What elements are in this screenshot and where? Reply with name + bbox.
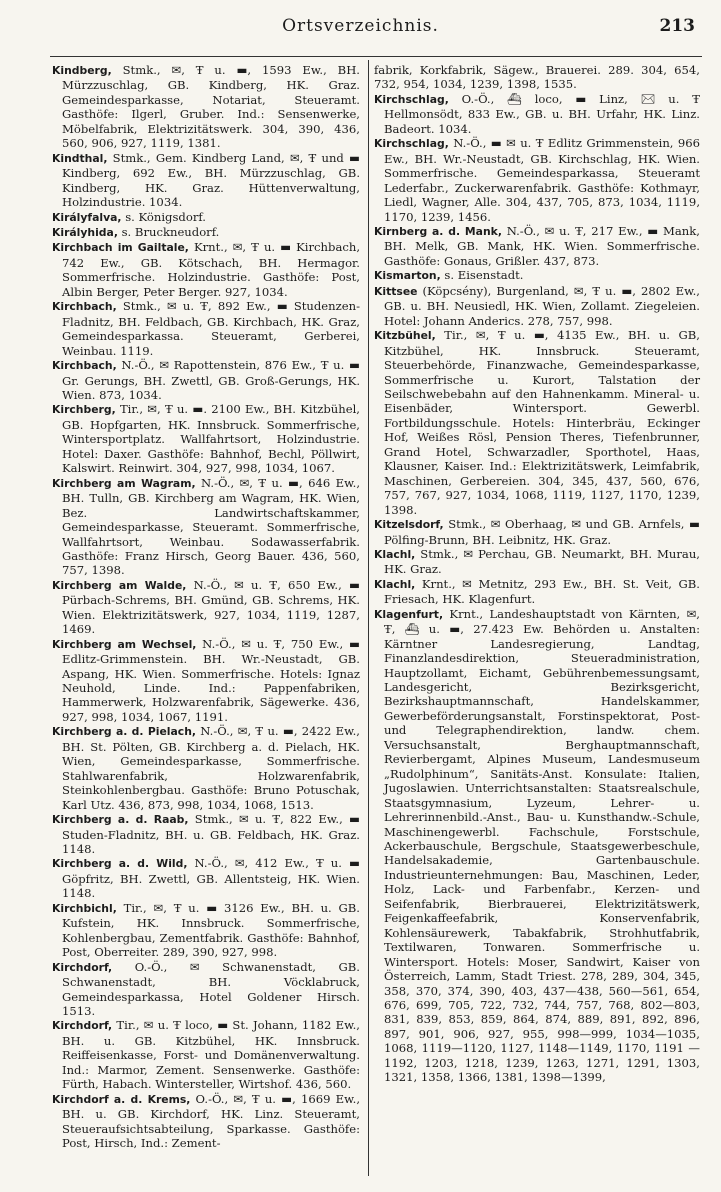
left-column bbox=[52, 63, 360, 1151]
entry-description: Krnt., Landeshauptstadt von Kärnten, ✉, Ŧ, ⛴ u. ▬, 27.423 Ew. Behörden u. Anstalten: Kärntner Landesregierung, Landtag, Finanzlandesdirektion, Steueradministration, Hauptzollamt, Eichamt, Gebührenbemessungsamt, Landesgericht, Bezirksgericht, Bezirkshauptmannschaft, Handelskammer, Gewerbeförderungsanstalt, Forstinspektorat, Post- und Telegraphendirektion, landw. chem. Versuchsanstalt, Berghauptmannschaft, Revierbergamt, Alpines Museum, Landesmuseum „Rudolphinum“, Sanitäts-Anst. Konsulate: Italien, Jugoslawien. Unterrichtsanstalten: Staatsrealschule, Staatsgymnasium, Lyzeum, Lehrer- u. Lehrerinnenbild.-Anst., Bau- u. Kunsthandw.-Schule, Maschinengewerbl. Fachschule, Forstschule, Ackerbauschule, Bergschule, Staatsgewerbeschule, Handelsakademie, Gartenbauschule. Industrieunternehmungen: Bau, Maschinen, Leder, Holz, Lack- und Farbenfabr., Kerzen- und Seifenfabrik, Bierbrauerei, Elektrizitätswerk, Feigenkaffeefabrik, Konservenfabrik, Kohlensäurewerk, Tabakfabrik, Strohhutfabrik, Textilwaren, Tonwaren. Sommerfrische u. Wintersport. Hotels: Moser, Sandwirt, Kaiser von Österreich, Lamm, Stadt Triest. 278, 289, 304, 345, 358, 370, 374, 390, 403, 437—438, 560—561, 654, 676, 699, 705, 722, 732, 744, 757, 768, 802—803, 831, 839, 853, 859, 864, 874, 889, 891, 892, 896, 897, 901, 906, 927, 955, 998—999, 1034—1035, 1068, 1119—1120, 1127, 1148—1149, 1170, 1191 —1192, 1203, 1218, 1239, 1263, 1271, 1291, 1303, 1321, 1358, 1366, 1381, 1398—1399, bbox=[384, 606, 700, 1085]
directory-entry bbox=[374, 63, 700, 92]
directory-entry bbox=[52, 225, 360, 240]
entry-place-name: Kismarton, bbox=[374, 269, 441, 283]
entry-description: Krnt., ✉ Metnitz, 293 Ew., BH. St. Veit, GB. Friesach, HK. Klagenfurt. bbox=[384, 576, 700, 607]
directory-entry bbox=[374, 517, 700, 547]
directory-entry bbox=[374, 268, 700, 283]
entry-description: Stmk., ✉ Oberhaag, ✉ und GB. Arnfels, ▬ Pölfing-Brunn, BH. Leibnitz, HK. Graz. bbox=[384, 517, 700, 547]
entry-description: N.-Ö., ✉, Ŧ u. ▬, 646 Ew., BH. Tulln, GB. Kirchberg am Wagram, HK. Wien, Bez. Landwirtschaftskammer, Gemeindesparkasse, Steueramt. Sommerfrische, Wallfahrtsort, Weinbau. Sodawasserfabrik. Gasthöfe: Franz Hirsch, Georg Bauer. 436, 560, 757, 1398. bbox=[62, 475, 361, 578]
entry-place-name: Kirchdorf a. d. Krems, bbox=[52, 1092, 191, 1106]
directory-entry bbox=[374, 607, 700, 1085]
entry-description: Tir., ✉ u. Ŧ loco, ▬ St. Johann, 1182 Ew., BH. u. GB. Kitzbühel, HK. Innsbruck. Reiffeisenkasse, Forst- und Domänenverwaltung. Ind.: Marmor, Zement. Sensenwerke. Gasthöfe: Fürth, Habach. Wintersteller, Wirtshof. 436, 560. bbox=[62, 1018, 360, 1092]
entry-description: Stmk., Gem. Kindberg Land, ✉, Ŧ und ▬ Kindberg, 692 Ew., BH. Mürzzuschlag, GB. Kindberg, HK. Graz. Hüttenverwaltung, Holzindustrie. 1034. bbox=[62, 150, 360, 210]
entry-description: Krnt., ✉, Ŧ u. ▬ Kirchbach, 742 Ew., GB. Kötschach, BH. Hermagor. Sommerfrische. Holzindustrie. Gasthöfe: Post, Albin Berger, Peter Berger. 927, 1034. bbox=[62, 240, 360, 299]
entry-place-name: Kirchbach, bbox=[52, 300, 117, 314]
directory-entry bbox=[52, 1018, 360, 1091]
entry-description: Stmk., ✉, Ŧ u. ▬, 1593 Ew., BH. Mürzzuschlag, GB. Kindberg, HK. Graz. Gemeindesparkasse, Notariat, Steueramt. Gasthöfe: Ilgerl, Gruber. Ind.: Sensenwerke, Möbelfabrik, Elektrizitätswerk. 304, 390, 436, 560, 906, 927, 1119, 1381. bbox=[62, 63, 360, 151]
directory-entry bbox=[374, 547, 700, 577]
entry-description: N.-Ö., ✉ u. Ŧ, 750 Ew., ▬ Edlitz-Grimmenstein. BH. Wr.-Neustadt, GB. Aspang, HK. Wien. Sommerfrische. Hotels: Ignaz Neuhold, Linde. Ind.: Pappenfabriken, Hammerwerk, Holzwarenfabrik, Sägewerke. 436, 927, 998, 1034, 1067, 1191. bbox=[62, 636, 360, 724]
directory-entry bbox=[374, 224, 700, 268]
directory-entry bbox=[52, 960, 360, 1019]
entry-description: Stmk., ✉ u. Ŧ, 892 Ew., ▬ Studenzen-Fladnitz, BH. Feldbach, GB. Kirchbach, HK. Graz, Gemeindesparkassa. Steueramt, Gerberei, Weinbau. 1119. bbox=[62, 299, 360, 358]
directory-entry bbox=[374, 284, 700, 328]
entry-description: Tir., ✉, Ŧ u. ▬, 4135 Ew., BH. u. GB, Kitzbühel, HK. Innsbruck. Steueramt, Steuerbehörde, Finanzwache, Gemeindesparkasse, Sommerfrische u. Kurort, Talstation der Seilschwebebahn auf den Hahnenkamm. Mineral- u. Eisenbäder, Wintersport. Gewerbl. Fortbildungsschule. Hotels: Hinterbräu, Eckinger Hof, Weißes Rösl, Pension Theres, Tiefenbrunner, Grand Hotel, Schwarzadler, Sporthotel, Haas, Klausner, Kaiser. Ind.: Elektrizitätswerk, Leimfabrik, Maschinen, Gerbereien. 304, 345, 437, 560, 676, 757, 767, 927, 1034, 1068, 1119, 1127, 1170, 1239, 1398. bbox=[384, 328, 700, 517]
entry-place-name: Kirchdorf, bbox=[52, 960, 113, 974]
directory-entry bbox=[374, 136, 700, 224]
entry-place-name: Kirchbach im Gailtale, bbox=[52, 241, 189, 255]
entry-place-name: Kirchbach, bbox=[52, 359, 117, 373]
directory-entry bbox=[52, 578, 360, 637]
directory-entry bbox=[52, 402, 360, 475]
entry-description: fabrik, Korkfabrik, Sägew., Brauerei. 289. 304, 654, 732, 954, 1034, 1239, 1398, 1535. bbox=[374, 63, 700, 92]
entry-place-name: Kirchschlag, bbox=[374, 92, 449, 106]
entry-description: N.-Ö., ✉, Ŧ u. ▬, 2422 Ew., BH. St. Pölten, GB. Kirchberg a. d. Pielach, HK. Wien, Gemeindesparkasse, Sommerfrische. Stahlwarenfabrik, Holzwarenfabrik, Steinkohlenbergbau. Gasthöfe: Bruno Potuschak, Karl Utz. 436, 873, 998, 1034, 1068, 1513. bbox=[62, 724, 360, 812]
entry-place-name: Kindthal, bbox=[52, 151, 108, 165]
directory-entry bbox=[374, 577, 700, 607]
entry-place-name: Kirchdorf, bbox=[52, 1019, 113, 1033]
directory-entry bbox=[52, 240, 360, 299]
entry-place-name: Klachl, bbox=[374, 547, 416, 561]
header-rule bbox=[50, 56, 702, 57]
entry-description: Tir., ✉, Ŧ u. ▬. 2100 Ew., BH. Kitzbühel, GB. Hopfgarten, HK. Innsbruck. Sommerfrische, Wintersportplatz. Wallfahrtsort, Holzindustrie. Hotel: Daxer. Gasthöfe: Bahnhof, Bechl, Pöllwirt, Kalswirt. Reinwirt. 304, 927, 998, 1034, 1067. bbox=[62, 402, 360, 476]
page-title: Ortsverzeichnis. bbox=[282, 16, 439, 36]
entry-place-name: Királyfalva, bbox=[52, 210, 122, 224]
entry-place-name: Kitzelsdorf, bbox=[374, 518, 444, 532]
directory-entry bbox=[52, 724, 360, 812]
entry-description: s. Bruckneudorf. bbox=[117, 224, 220, 239]
entry-place-name: Kitzbühel, bbox=[374, 329, 436, 343]
directory-entry bbox=[374, 328, 700, 517]
entry-description: N.-Ö., ✉ Rapottenstein, 876 Ew., Ŧ u. ▬ Gr. Gerungs, BH. Zwettl, GB. Groß-Gerungs, HK. Wien. 873, 1034. bbox=[62, 358, 360, 402]
entry-description: (Köpcsény), Burgenland, ✉, Ŧ u. ▬, 2802 Ew., GB. u. BH. Neusiedl, HK. Wien, Zollamt. Ziegeleien. Hotel: Johann Anderics. 278, 757, 998. bbox=[384, 283, 700, 328]
directory-entry bbox=[52, 63, 360, 151]
entry-description: N.-Ö., ✉, 412 Ew., Ŧ u. ▬ Göpfritz, BH. Zwettl, GB. Allentsteig, HK. Wien. 1148. bbox=[62, 856, 361, 901]
entry-place-name: Kirchberg a. d. Pielach, bbox=[52, 725, 196, 739]
directory-entry bbox=[52, 299, 360, 358]
directory-entry bbox=[52, 151, 360, 210]
directory-entry bbox=[52, 901, 360, 960]
entry-place-name: Kirchberg, bbox=[52, 403, 116, 417]
entry-place-name: Kirchberg am Wagram, bbox=[52, 476, 196, 490]
entry-place-name: Klagenfurt, bbox=[374, 607, 444, 621]
directory-entry bbox=[52, 637, 360, 725]
entry-place-name: Klachl, bbox=[374, 577, 416, 591]
directory-entry bbox=[52, 856, 360, 900]
entry-place-name: Kittsee bbox=[374, 284, 418, 298]
directory-entry bbox=[52, 1092, 360, 1151]
directory-entry bbox=[52, 210, 360, 225]
entry-description: Stmk., ✉ Perchau, GB. Neumarkt, BH. Murau, HK. Graz. bbox=[384, 546, 700, 577]
entry-description: Stmk., ✉ u. Ŧ, 822 Ew., ▬ Studen-Fladnitz, BH. u. GB. Feldbach, HK. Graz. 1148. bbox=[62, 812, 360, 857]
entry-description: N.-Ö., ✉ u. Ŧ, 217 Ew., ▬ Mank, BH. Melk, GB. Mank, HK. Wien. Sommerfrische. Gasthöfe: Gonaus, Grißler. 437, 873. bbox=[384, 223, 700, 268]
entry-description: O.-Ö., ⛴ loco, ▬ Linz, ✉ u. Ŧ Hellmonsödt, 833 Ew., GB. u. BH. Urfahr, HK. Linz. Badeort. 1034. bbox=[384, 91, 700, 136]
entry-description: Tir., ✉, Ŧ u. ▬ 3126 Ew., BH. u. GB. Kufstein, HK. Innsbruck. Sommerfrische, Kohlenbergbau, Zementfabrik. Gasthöfe: Bahnhof, Post, Oberreiter. 289, 390, 927, 998. bbox=[62, 900, 360, 960]
entry-place-name: Királyhida, bbox=[52, 225, 118, 239]
entry-place-name: Kirchberg a. d. Raab, bbox=[52, 813, 189, 827]
entry-description: O.-Ö., ✉ Schwanenstadt, GB. Schwanenstadt, BH. Vöcklabruck, Gemeindesparkassa, Hotel Goldener Hirsch. 1513. bbox=[62, 959, 360, 1018]
entry-place-name: Kindberg, bbox=[52, 64, 112, 77]
entry-description: N.-Ö., ▬ ✉ u. Ŧ Edlitz Grimmenstein, 966 Ew., BH. Wr.-Neustadt, GB. Kirchschlag, HK. Wien. Sommerfrische. Gemeindesparkassa, Steueramt Lederfabr., Zuckerwarenfabrik. Gasthöfe: Kothmayr, Liedl, Wagner, Alle. 304, 437, 705, 873, 1034, 1119, 1170, 1239, 1456. bbox=[384, 136, 700, 224]
entry-description: s. Eisenstadt. bbox=[440, 268, 524, 283]
directory-entry bbox=[52, 812, 360, 856]
directory-entry bbox=[52, 358, 360, 402]
directory-entry bbox=[52, 476, 360, 578]
column-divider bbox=[368, 60, 369, 1176]
entry-place-name: Kirnberg a. d. Mank, bbox=[374, 224, 502, 238]
entry-description: O.-Ö., ✉, Ŧ u. ▬, 1669 Ew., BH. u. GB. Kirchdorf, HK. Linz. Steueramt, Steueraufsichtsabteilung, Sparkasse. Gasthöfe: Post, Hirsch, Ind.: Zement- bbox=[62, 1091, 361, 1151]
directory-entry bbox=[374, 92, 700, 136]
page-number: 213 bbox=[659, 16, 695, 36]
entry-place-name: Kirchschlag, bbox=[374, 137, 449, 151]
right-column bbox=[374, 63, 700, 1085]
entry-description: N.-Ö., ✉ u. Ŧ, 650 Ew., ▬ Pürbach-Schrems, BH. Gmünd, GB. Schrems, HK. Wien. Elektrizitätswerk, 927, 1034, 1119, 1287, 1469. bbox=[62, 577, 360, 637]
entry-place-name: Kirchberg am Walde, bbox=[52, 578, 187, 592]
entry-description: s. Königsdorf. bbox=[121, 209, 206, 224]
entry-place-name: Kirchbichl, bbox=[52, 901, 117, 915]
entry-place-name: Kirchberg a. d. Wild, bbox=[52, 857, 188, 871]
entry-place-name: Kirchberg am Wechsel, bbox=[52, 637, 197, 651]
page-header bbox=[0, 16, 721, 44]
